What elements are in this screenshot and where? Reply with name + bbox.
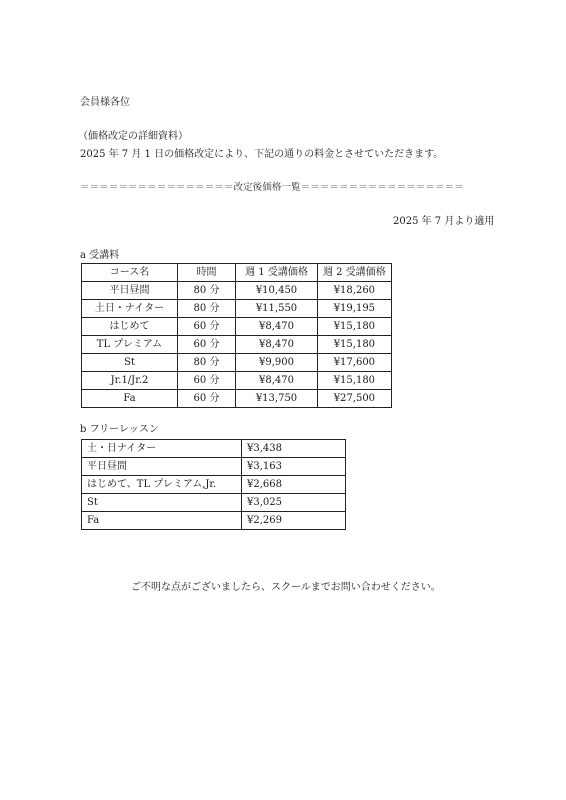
column-header: 週 1 受講価格 <box>236 264 318 282</box>
table-cell: 60 分 <box>178 390 236 408</box>
intro-text: 2025 年 7 月 1 日の価格改定により、下記の通りの料金とさせていただきます。 <box>80 149 444 160</box>
table-row <box>82 336 392 354</box>
section-a-title: a 受講料 <box>80 250 120 261</box>
table-cell: ¥15,180 <box>318 318 392 336</box>
table-cell: St <box>82 354 178 372</box>
table-cell: TL プレミアム <box>82 336 178 354</box>
table-cell: ¥3,438 <box>242 440 346 458</box>
table-cell: ¥15,180 <box>318 336 392 354</box>
table-cell: ¥15,180 <box>318 372 392 390</box>
table-cell: ¥3,163 <box>242 458 346 476</box>
table-row <box>82 390 392 408</box>
table-row <box>82 372 392 390</box>
table-row <box>82 458 346 476</box>
table-cell: 平日昼間 <box>82 282 178 300</box>
table-row <box>82 476 346 494</box>
table-row <box>82 354 392 372</box>
table-row <box>82 282 392 300</box>
table-cell: 60 分 <box>178 372 236 390</box>
table-cell: ¥13,750 <box>236 390 318 408</box>
effective-date: 2025 年 7 月より適用 <box>393 216 495 227</box>
table-cell: ¥3,025 <box>242 494 346 512</box>
table-cell: 土日・ナイター <box>82 300 178 318</box>
table-cell: ¥11,550 <box>236 300 318 318</box>
table-cell: ¥27,500 <box>318 390 392 408</box>
table-cell: ¥17,600 <box>318 354 392 372</box>
free-lesson-table <box>81 439 346 530</box>
table-cell: Fa <box>82 512 242 530</box>
table-header-row <box>82 264 392 282</box>
table-cell: 60 分 <box>178 336 236 354</box>
tuition-table <box>81 263 392 408</box>
document-heading: （価格改定の詳細資料） <box>78 131 188 142</box>
column-header: 時間 <box>178 264 236 282</box>
column-header: 週 2 受講価格 <box>318 264 392 282</box>
table-cell: ¥8,470 <box>236 318 318 336</box>
table-cell: ¥9,900 <box>236 354 318 372</box>
section-b-title: b フリーレッスン <box>80 424 159 435</box>
table-row <box>82 318 392 336</box>
table-cell: ¥8,470 <box>236 336 318 354</box>
table-cell: 土・日ナイター <box>82 440 242 458</box>
table-cell: 80 分 <box>178 354 236 372</box>
column-header: コース名 <box>82 264 178 282</box>
table-cell: ¥10,450 <box>236 282 318 300</box>
table-cell: St <box>82 494 242 512</box>
closing-text: ご不明な点がございましたら、スクールまでお問い合わせください。 <box>131 582 441 593</box>
table-cell: ¥2,668 <box>242 476 346 494</box>
table-row <box>82 440 346 458</box>
table-cell: Fa <box>82 390 178 408</box>
table-cell: はじめて <box>82 318 178 336</box>
table-cell: ¥19,195 <box>318 300 392 318</box>
table-cell: 平日昼間 <box>82 458 242 476</box>
table-cell: 60 分 <box>178 318 236 336</box>
table-cell: ¥18,260 <box>318 282 392 300</box>
table-cell: Jr.1/Jr.2 <box>82 372 178 390</box>
table-cell: 80 分 <box>178 300 236 318</box>
table-row <box>82 494 346 512</box>
table-row <box>82 512 346 530</box>
table-cell: ¥8,470 <box>236 372 318 390</box>
table-cell: はじめて、TL プレミアム,Jr. <box>82 476 242 494</box>
table-row <box>82 300 392 318</box>
price-list-divider: ＝＝＝＝＝＝＝＝＝＝＝＝＝＝＝＝改定後価格一覧＝＝＝＝＝＝＝＝＝＝＝＝＝＝＝＝＝ <box>80 182 464 193</box>
salutation: 会員様各位 <box>80 97 130 108</box>
table-cell: 80 分 <box>178 282 236 300</box>
table-cell: ¥2,269 <box>242 512 346 530</box>
